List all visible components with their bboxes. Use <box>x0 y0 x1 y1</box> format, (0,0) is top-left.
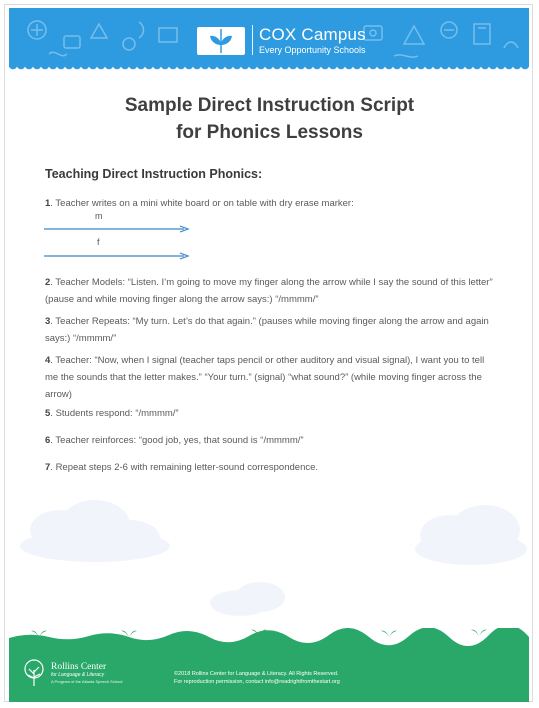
step-number: 3 <box>45 316 51 327</box>
cox-campus-logo <box>196 21 366 59</box>
section-heading: Teaching Direct Instruction Phonics: <box>45 167 263 181</box>
step-number: 4 <box>45 355 51 366</box>
step-text: . Teacher writes on a mini white board or on table with dry erase marker: <box>50 198 354 209</box>
copyright <box>174 670 340 686</box>
title-line-1: Sample Direct Instruction Script <box>124 95 415 116</box>
rollins-logo <box>23 658 122 688</box>
copyright-line-1: ©2018 Rollins Center for Language & Literacy. All Rights Reserved. <box>174 671 339 677</box>
step-5 <box>45 405 500 422</box>
doodle-icons-right <box>354 14 524 64</box>
arrow-m <box>44 225 190 233</box>
step-text: . Students respond: “/mmmm/” <box>50 408 179 419</box>
book-sprout-icon <box>196 23 246 57</box>
step-text: . Repeat steps 2-6 with remaining letter-sound correspondence. <box>50 462 319 473</box>
step-3 <box>45 313 500 347</box>
step-number: 5 <box>45 408 51 419</box>
step-4 <box>45 352 500 403</box>
step-number: 7 <box>45 462 51 473</box>
org-subtitle: for Language & Literacy <box>51 671 105 678</box>
footer <box>9 646 529 702</box>
org-name: Rollins Center <box>51 661 107 672</box>
step-text: . Teacher Models: “Listen. I’m going to move my finger along the arrow while I say the sound of this letter” (pause and while moving finger along the arrow says:) “/mmmm/” <box>45 277 493 305</box>
step-number: 1 <box>45 198 51 209</box>
header-banner <box>9 8 529 72</box>
title-line-2: for Phonics Lessons <box>176 122 363 143</box>
step-text: . Teacher Repeats: “My turn. Let’s do that again.” (pauses while moving finger along the arrow and again says:) “/mmmm/” <box>45 316 489 344</box>
page-title <box>0 92 539 146</box>
step-number: 2 <box>45 277 51 288</box>
arrow-f <box>44 252 190 260</box>
copyright-line-2: For reproduction permission, contact info@readrightfromthestart.org <box>174 679 340 685</box>
doodle-icons-left <box>19 14 189 64</box>
brand-name: COX Campus <box>259 24 366 44</box>
letter-f: f <box>97 237 100 247</box>
grass-border <box>9 628 529 648</box>
step-number: 6 <box>45 435 51 446</box>
letter-m: m <box>95 211 103 221</box>
brand-tagline: Every Opportunity Schools <box>259 44 366 55</box>
logo-divider <box>252 25 253 55</box>
tree-icon <box>23 658 45 688</box>
step-2 <box>45 274 500 308</box>
step-7 <box>45 459 500 476</box>
step-1 <box>45 195 500 212</box>
org-program: A Program of the Atlanta Speech School <box>51 678 123 684</box>
step-6 <box>45 432 500 449</box>
step-text: . Teacher: “Now, when I signal (teacher taps pencil or other auditory and visual signal), I want you to tell me the sounds that the letter makes.” “Your turn.” (signal) “what sound?” (while moving finger across the arrow) <box>45 355 485 400</box>
step-text: . Teacher reinforces: “good job, yes, that sound is “/mmmm/” <box>50 435 304 446</box>
